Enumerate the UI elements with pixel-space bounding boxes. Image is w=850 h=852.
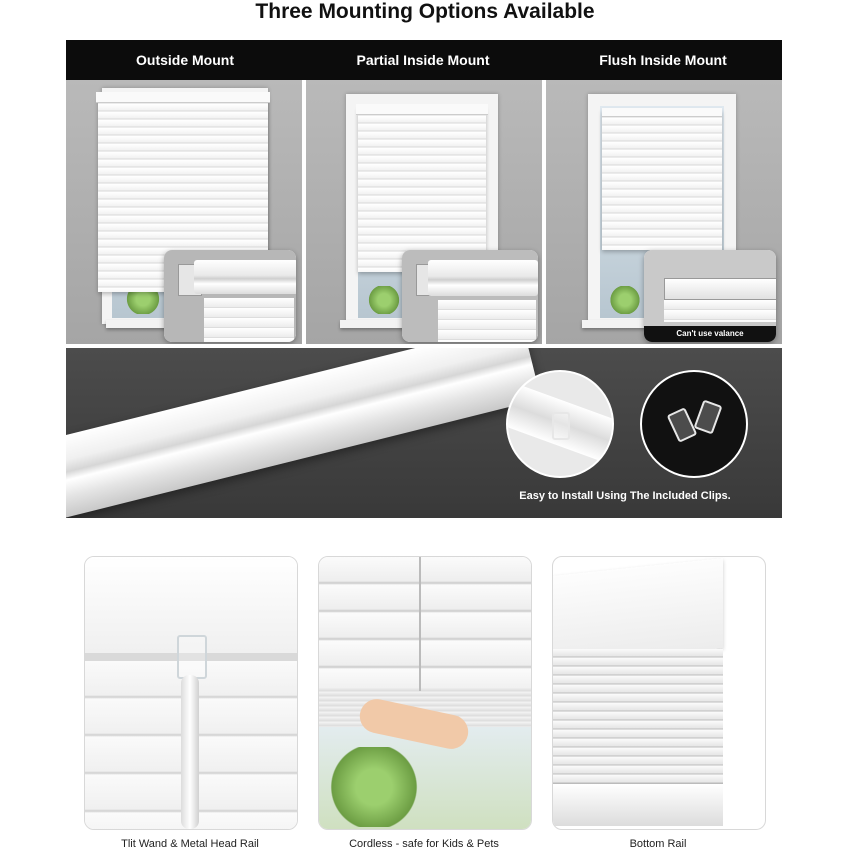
cant-use-valance-note: Can't use valance xyxy=(644,326,776,342)
partial-inside-mount-label: Partial Inside Mount xyxy=(356,52,490,68)
flush-inside-mount-image xyxy=(546,80,782,344)
bottom-rail-card xyxy=(552,556,766,830)
bracket-detail-inset xyxy=(402,250,538,342)
clips-caption: Easy to Install Using The Included Clips. xyxy=(519,490,731,502)
flush-inside-mount-label: Flush Inside Mount xyxy=(599,52,727,68)
valance-clips-icon xyxy=(640,370,748,478)
bracket-detail-inset xyxy=(164,250,296,342)
window-blind xyxy=(602,110,722,250)
cordless-card xyxy=(318,556,532,830)
window-blind xyxy=(358,108,486,272)
clip-on-valance-detail xyxy=(506,370,614,478)
wand-clip xyxy=(177,635,207,679)
tilt-wand-card xyxy=(84,556,298,830)
bottom-rail-caption: Bottom Rail xyxy=(629,838,687,850)
page-title: Three Mounting Options Available xyxy=(255,0,595,23)
outside-mount-label: Outside Mount xyxy=(136,52,234,68)
tilt-wand xyxy=(181,675,199,829)
bottom-rail xyxy=(553,783,723,826)
valance-molding xyxy=(66,348,541,518)
tilt-wand-caption: Tlit Wand & Metal Head Rail xyxy=(121,838,259,850)
outside-mount-image xyxy=(66,80,302,344)
partial-inside-mount-image xyxy=(306,80,542,344)
mount-options-header xyxy=(66,40,782,80)
cordless-caption: Cordless - safe for Kids & Pets xyxy=(349,838,499,850)
